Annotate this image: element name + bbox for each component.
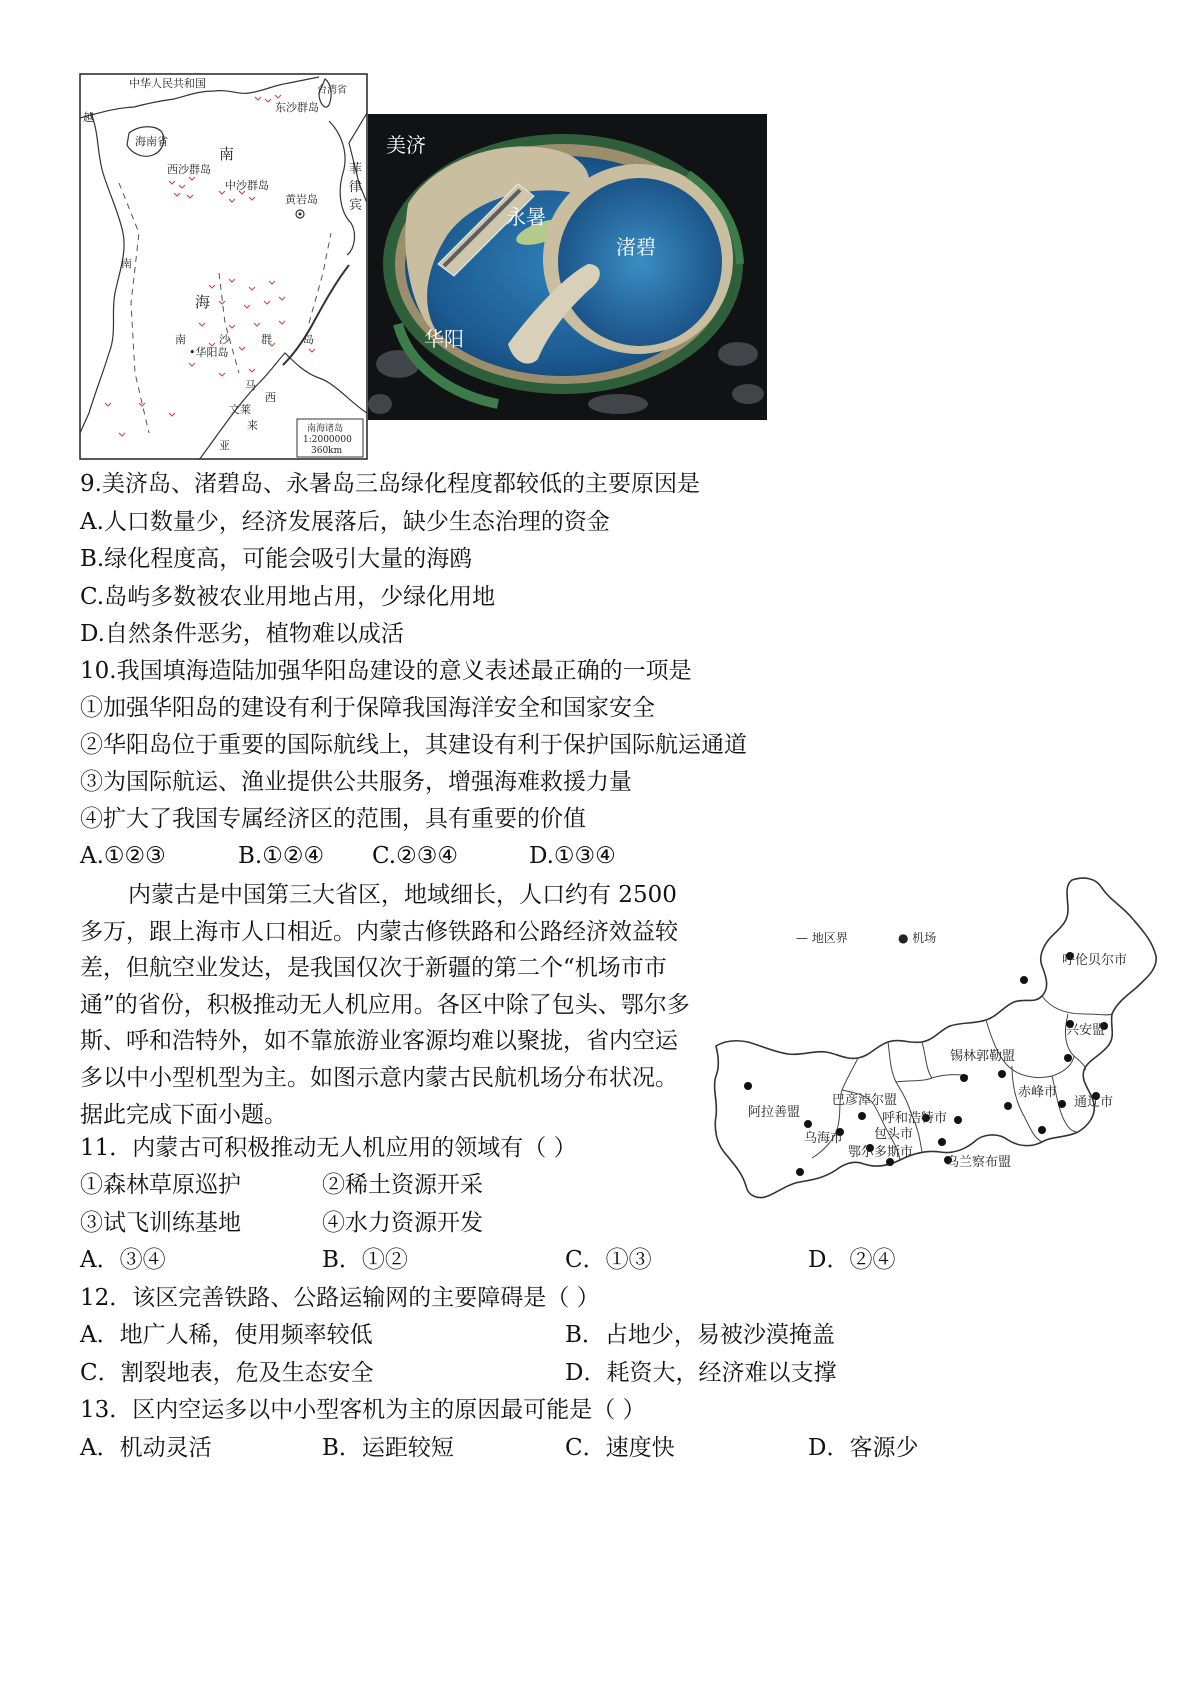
q9-stem: 9.美济岛、渚碧岛、永暑岛三岛绿化程度都较低的主要原因是 (80, 471, 700, 497)
region-label-xingan: 兴安盟 (1066, 1023, 1106, 1038)
map-label-prc: 中华人民共和国 (129, 77, 206, 90)
photo-label-zhubi: 渚碧 (616, 235, 656, 259)
region-label-wulanchabu: 乌兰察布盟 (946, 1155, 1012, 1170)
q11-statement-2: ②稀土资源开采 (322, 1172, 483, 1198)
map-label-xisha: 西沙群岛 (167, 163, 211, 176)
q10-option-b[interactable]: B.①②④ (238, 843, 325, 869)
q11-statement-4: ④水力资源开发 (322, 1210, 483, 1236)
airport-dot (1020, 976, 1028, 984)
map-label-nansha-nan: 南 (175, 333, 186, 346)
map-label-fei: 菲 (349, 162, 363, 177)
q10-statement-3: ③为国际航运、渔业提供公共服务，增强海难救援力量 (80, 769, 632, 795)
map-label-nansha-qun: 群 (261, 333, 272, 346)
map-inset-title: 南海诸岛 (307, 424, 344, 434)
q10-statement-1: ①加强华阳岛的建设有利于保障我国海洋安全和国家安全 (80, 695, 655, 721)
map-label-huayang: •华阳岛 (189, 346, 229, 359)
q9-option-a[interactable]: A.人口数量少，经济发展落后，缺少生态治理的资金 (80, 509, 610, 535)
south-china-sea-map (79, 73, 368, 460)
q13-option-c[interactable]: C．速度快 (565, 1435, 675, 1461)
photo-label-huayang: 华阳 (424, 327, 464, 351)
airport-dot (796, 1168, 804, 1176)
airport-dot (954, 1116, 962, 1124)
map-label-wenlai: 文莱 (229, 403, 251, 416)
q11-option-c[interactable]: C．①③ (565, 1247, 652, 1273)
airport-dot (1064, 1054, 1072, 1062)
map-label-hai: 海 (195, 293, 211, 311)
region-label-bayannaoer: 巴彦淖尔盟 (832, 1093, 898, 1108)
map-label-bin: 宾 (349, 198, 363, 213)
map-label-nan1: 南 (219, 145, 235, 163)
q12-option-c[interactable]: C．割裂地表，危及生态安全 (80, 1360, 374, 1386)
q13-option-a[interactable]: A．机动灵活 (80, 1435, 212, 1461)
q11-option-a[interactable]: A．③④ (80, 1247, 166, 1273)
map-label-xi: 西 (265, 391, 276, 404)
q11-statement-3: ③试飞训练基地 (80, 1210, 241, 1236)
airport-dot (960, 1074, 968, 1082)
q11-stem: 11．内蒙古可积极推动无人机应用的领域有（ ） (80, 1135, 577, 1161)
map-label-zhongsha: 中沙群岛 (225, 179, 269, 192)
airport-dot (804, 1120, 812, 1128)
region-label-baotou: 包头市 (874, 1127, 914, 1142)
q9-option-b[interactable]: B.绿化程度高，可能会吸引大量的海鸥 (80, 546, 473, 572)
q9-option-c[interactable]: C.岛屿多数被农业用地占用，少绿化用地 (80, 584, 496, 610)
q12-option-d[interactable]: D．耗资大，经济难以支撑 (565, 1360, 837, 1386)
map-label-hainan: 海南省 (135, 135, 168, 148)
q10-option-c[interactable]: C.②③④ (372, 843, 458, 869)
photo-label-meiji: 美济 (386, 133, 426, 157)
airport-dot (1004, 1102, 1012, 1110)
q13-option-d[interactable]: D．客源少 (808, 1435, 919, 1461)
airport-dot (744, 1082, 752, 1090)
q11-statement-1: ①森林草原巡护 (80, 1172, 241, 1198)
q12-stem: 12．该区完善铁路、公路运输网的主要障碍是（ ） (80, 1285, 600, 1311)
airport-dot (1038, 1126, 1046, 1134)
region-label-xilinguole: 锡林郭勒盟 (950, 1049, 1016, 1064)
q9-option-d[interactable]: D.自然条件恶劣，植物难以成活 (80, 621, 404, 647)
q11-option-b[interactable]: B．①② (322, 1247, 408, 1273)
photo-label-yongshu: 永暑 (506, 205, 546, 229)
q13-stem: 13．区内空运多以中小型客机为主的原因最可能是（ ） (80, 1397, 646, 1423)
region-label-tongliao: 通辽市 (1074, 1095, 1114, 1110)
q10-option-d[interactable]: D.①③④ (529, 843, 616, 869)
q10-option-a[interactable]: A.①②③ (80, 843, 166, 869)
airport-dot (938, 1138, 946, 1146)
q12-option-b[interactable]: B．占地少，易被沙漠掩盖 (565, 1322, 835, 1348)
map-label-yue: 越 (83, 111, 94, 124)
region-label-alashan: 阿拉善盟 (748, 1105, 801, 1120)
q11-option-d[interactable]: D．②④ (808, 1247, 896, 1273)
region-label-eerduosi: 鄂尔多斯市 (848, 1145, 914, 1160)
map-label-ya: 亚 (219, 439, 230, 452)
airport-dot (998, 1070, 1006, 1078)
airport-dot (858, 1112, 866, 1120)
legend-boundary: — 地区界 (796, 931, 848, 945)
q13-option-b[interactable]: B．运距较短 (322, 1435, 454, 1461)
map-inset-km: 360km (311, 446, 343, 456)
airport-dot (1058, 1100, 1066, 1108)
map-label-dongsha: 东沙群岛 (275, 101, 319, 114)
map-label-lai: 来 (247, 419, 258, 432)
q10-statement-2: ②华阳岛位于重要的国际航线上，其建设有利于保护国际航运通道 (80, 732, 747, 758)
region-label-wuhai: 乌海市 (804, 1131, 844, 1146)
region-label-chifeng: 赤峰市 (1018, 1085, 1058, 1100)
passage (80, 877, 700, 1133)
reef-satellite-photo (368, 114, 767, 420)
map-inset-scale: 1:2000000 (303, 435, 352, 445)
q10-stem: 10.我国填海造陆加强华阳岛建设的意义表述最正确的一项是 (80, 658, 692, 684)
q12-option-a[interactable]: A．地广人稀，使用频率较低 (80, 1322, 373, 1348)
map-label-nan-v: 南 (121, 257, 132, 270)
q10-statement-4: ④扩大了我国专属经济区的范围，具有重要的价值 (80, 806, 586, 832)
region-label-hulunbeier: 呼伦贝尔市 (1062, 953, 1128, 968)
passage-text: 内蒙古是中国第三大省区，地域细长，人口约有 2500 多万，跟上海市人口相近。内蒙古修铁路和公路经济效益较差，但航空业发达，是我国仅次于新疆的第二个“机场市市通”的省份，积极推动无人机应用。各区中除了包头、鄂尔多斯、呼和浩特外，如不靠旅游业客源均难以聚拢，省内空运多以中小型机型为主。如图示意内蒙古民航机场分布状况。据此完成下面小题。 (80, 882, 690, 1128)
map-label-nansha-dao: 岛 (303, 333, 314, 346)
map-label-lv: 律 (349, 180, 363, 195)
map-label-huangyan: 黄岩岛 (285, 193, 318, 206)
map-label-nansha-sha: 沙 (219, 333, 230, 346)
region-label-huhehaote: 呼和浩特市 (882, 1111, 948, 1126)
map-label-ma: 马 (245, 379, 256, 392)
legend-airport: ● 机场 (898, 931, 937, 945)
inner-mongolia-airport-map (712, 870, 1172, 1210)
map-label-taiwan: 台湾省 (317, 85, 347, 96)
